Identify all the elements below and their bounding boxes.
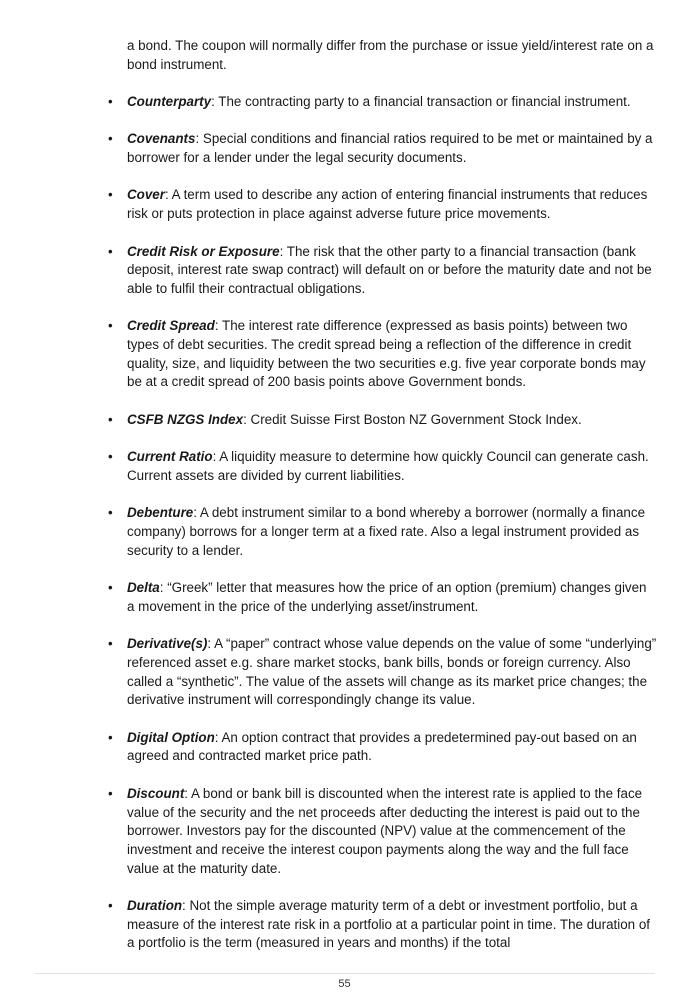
glossary-term: Delta (127, 580, 160, 596)
bullet-icon: • (108, 131, 113, 147)
glossary-entry (0, 448, 657, 485)
glossary-entry (0, 411, 657, 430)
bullet-icon: • (108, 580, 113, 596)
glossary-definition: : Special conditions and financial ratios required to be met or maintained by a borrower for a lender under the legal security documents. (127, 131, 653, 166)
glossary-entry (0, 897, 657, 953)
glossary-definition: : The contracting party to a financial transaction or financial instrument. (211, 94, 631, 109)
glossary-definition: : A “paper” contract whose value depends on the value of some “underlying” referenced asset e.g. share market stocks, bank bills, bonds or foreign currency. Also called a “synthetic”. The value of the assets will change as its market price changes; the derivative instrument will correspondingly change its value. (127, 636, 657, 708)
bullet-icon: • (108, 729, 113, 745)
bullet-icon: • (108, 898, 113, 914)
bullet-icon: • (108, 411, 113, 427)
glossary-definition: : “Greek” letter that measures how the price of an option (premium) changes given a movement in the price of the underlying asset/instrument. (127, 580, 647, 614)
footer-divider (35, 973, 655, 974)
bullet-icon: • (108, 636, 113, 652)
glossary-entry (0, 317, 657, 392)
glossary-term: Discount (127, 785, 185, 801)
glossary-entry (0, 243, 657, 299)
glossary-term: Counterparty (127, 94, 212, 109)
glossary-term: Covenants (127, 131, 196, 147)
bullet-icon: • (108, 187, 113, 203)
glossary-entry (0, 785, 657, 879)
bullet-icon: • (108, 449, 113, 465)
glossary-definition: : Not the simple average maturity term of a debt or investment portfolio, but a measure of the interest rate risk in a portfolio at a particular point in time. The duration of a portfolio is the term (measured in years and months) if the total (127, 898, 650, 951)
glossary-entry (0, 186, 657, 223)
glossary-entry (0, 130, 657, 167)
glossary-list (0, 93, 689, 972)
bullet-icon: • (108, 94, 113, 109)
page-number: 55 (338, 978, 351, 990)
glossary-definition: : A bond or bank bill is discounted when the interest rate is applied to the face value of the security and the net proceeds after deducting the interest is paid out to the borrower. Investors pay for the discounted (NPV) value at the commencement of the investment and receive the interest coupon payments along the way and the full face value at the maturity date. (127, 785, 643, 876)
glossary-term: Duration (127, 898, 183, 914)
glossary-definition: : A liquidity measure to determine how quickly Council can generate cash. Current assets are divided by current liabilities. (127, 449, 649, 483)
bullet-icon: • (108, 243, 113, 259)
glossary-definition: : The interest rate difference (expressed as basis points) between two types of debt securities. The credit spread being a reflection of the difference in credit quality, size, and liquidity between the two securities e.g. five year corporate bonds may be at a credit spread of 200 basis points above Government bonds. (127, 318, 646, 390)
glossary-term: Derivative(s) (127, 636, 208, 652)
glossary-definition: : A term used to describe any action of entering financial instruments that reduces risk or puts protection in place against adverse future price movements. (127, 187, 648, 222)
glossary-definition: : The risk that the other party to a financial transaction (bank deposit, interest rate swap contract) will default on or before the maturity date and not be able to fulfil their contractual obligations. (127, 243, 652, 296)
glossary-term: Digital Option (127, 729, 215, 745)
glossary-term: CSFB NZGS Index (127, 411, 244, 427)
bullet-icon: • (108, 318, 113, 334)
glossary-definition: : A debt instrument similar to a bond whereby a borrower (normally a finance company) borrows for a longer term at a fixed rate. Also a legal instrument provided as security to a lender. (127, 505, 646, 558)
glossary-entry (0, 579, 657, 616)
glossary-term: Credit Spread (127, 318, 215, 334)
glossary-term: Cover (127, 187, 165, 203)
glossary-entry (0, 729, 657, 766)
intro-paragraph: a bond. The coupon will normally differ from the purchase or issue yield/interest rate on a bond instrument. (127, 38, 654, 72)
glossary-entry (0, 504, 657, 560)
glossary-term: Current Ratio (127, 449, 213, 465)
glossary-definition: : Credit Suisse First Boston NZ Government Stock Index. (243, 411, 582, 427)
glossary-entry (0, 93, 657, 112)
glossary-term: Credit Risk or Exposure (127, 243, 280, 259)
glossary-entry (0, 635, 657, 710)
glossary-definition: : An option contract that provides a predetermined pay-out based on an agreed and contracted market price path. (127, 729, 637, 764)
bullet-icon: • (108, 505, 113, 521)
glossary-term: Debenture (127, 505, 194, 521)
bullet-icon: • (108, 785, 113, 801)
